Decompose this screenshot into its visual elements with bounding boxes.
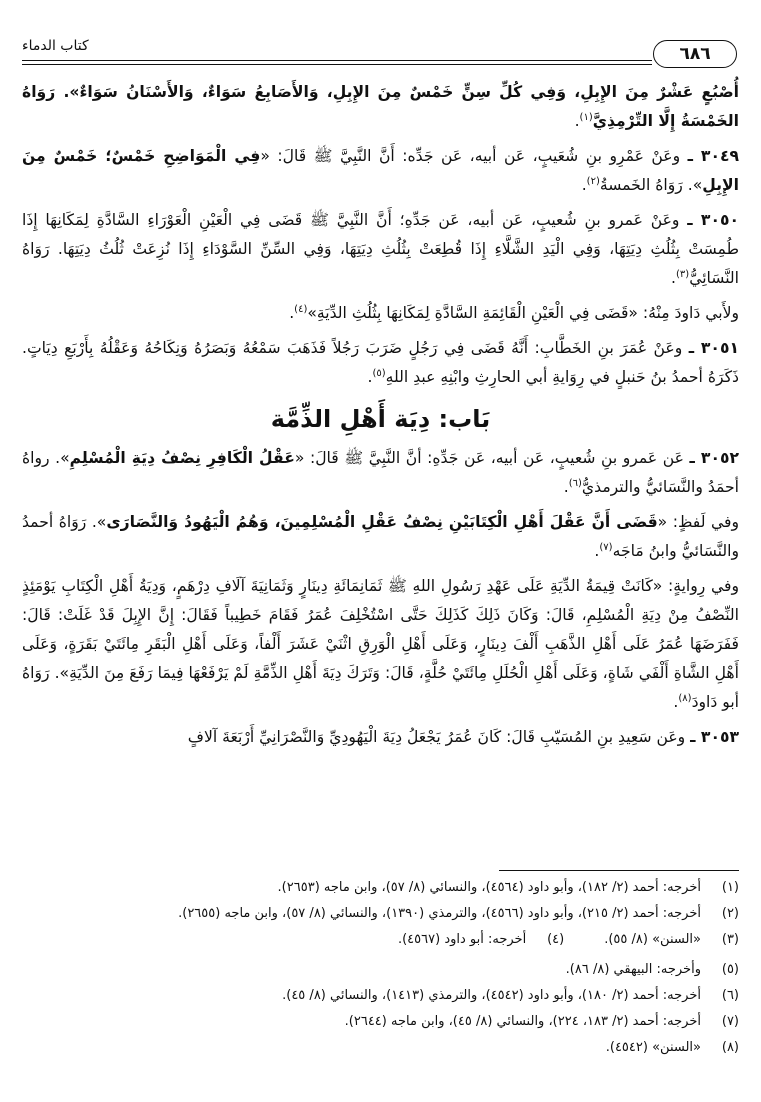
footnote-2 [22,903,739,925]
hadith-text: وعَنْ عَمْرِو بنِ شُعَيبٍ، عَن أبيه، عَن جَدِّه: أَنَّ النَّبِيَّ ﷺ قَالَ: « [260,147,681,165]
hadith-3052: ٣٠٥٢ ـ عَن عَمرو بنِ شُعيبٍ، عَن أبيه، عَن جَدِّهِ: أنَّ النَّبِيَّ ﷺ قَالَ: «عَقْلُ الْكَافِرِ نِصْفُ دِيَةِ الْمُسْلِمِ». رواهُ أحمَدُ والنَّسَائيُّ والترمذيُّ$^{(٦)}$. [22,449,739,496]
hadith-text: وفي رِوايةٍ: «كَانَتْ قِيمَةُ الدِّيَةِ عَلَى عَهْدِ رَسُولِ اللهِ ﷺ ثَمَانِمَائَةِ دِينَارٍ وَثَمَانِيَةَ آلَافِ دِرْهَمٍ، وَدِيَةُ أَهْلِ الْكِتَابِ يَوْمَئِذٍ النِّصْفُ مِنْ دِيَةِ الْمُسْلِمِ، قَالَ: وَكَانَ ذَلِكَ كَذَلِكَ حَتَّى اسْتُخْلِفَ عُمَرُ فَقَامَ خَطِيباً فَقَالَ: إِنَّ الإِبِلَ قَدْ غَلَتْ: قَالَ: فَفَرَضَهَا عُمَرُ عَلَى أَهْلِ الذَّهَبِ أَلْفَ دِينَارٍ، وَعَلَى أَهْلِ الْوَرِقِ اثْنَيْ عَشَرَ أَلْفاً، وَعَلَى أَهْلِ الْبَقَرِ مِائَتَيْ بَقَرَةٍ، وَعَلَى أَهْلِ الشَّاةِ أَلْفَي شَاةٍ، وَعَلَى أَهْلِ الْحُلَلِ مِائَتَيْ حُلَّةٍ، قَالَ: وَتَرَكَ دِيَةَ أَهْلِ الذِّمَّةِ لَمْ يَرْفَعْهَا فِيمَا رَفَعَ مِنَ الدِّيَةِ». رَوَاهُ أبو دَاودَ [22,577,739,711]
hadith-3053 [22,723,739,752]
hadith-3050-variant: ولأَبي دَاودَ مِنْهُ: «قَضَى فِي الْعَيْنِ الْقَائِمَةِ السَّادَّةِ لِمَكَانِهَا بِثُلُثِ الدِّيَةِ»$^{(٤)}$. [289,303,739,322]
footnote-marker: (٣) [676,268,690,280]
footnote-text: «السنن» (٨/ ٥٥). [604,932,701,947]
footnote-text: أخرجه: أبو داود (٤٥٦٧). [397,932,527,947]
footnote-number: (٤) [547,932,565,947]
footnote-3-4 [22,929,739,955]
footnote-marker: (٢) [586,175,600,187]
hadith-3051: ٣٠٥١ ـ وعَنْ عُمَرَ بنِ الخَطَّابِ: أَنَّهُ قَضَى فِي رَجُلٍ ضَرَبَ رَجُلاً فَذَهَبَ سَمْعُهُ وَبَصَرُهُ وَنِكَاحُهُ وَعَقْلُهُ بِأَرْبَعِ دِيَاتٍ. ذَكَرَهُ أحمدُ بنُ حَنبلٍ في رِوَايةِ أبي الحارِثِ وابْنِهِ عبدِ اللهِ$^{(٥)}$. [22,339,739,386]
hadith-attribution: ». رَوَاهُ أحمدُ والنَّسَائيُّ وابنُ مَاجَه [22,513,739,560]
footnote-7 [22,1011,739,1033]
hadith-quote: عَقْلُ الْكَافِرِ نِصْفُ دِيَةِ الْمُسْلِمِ [69,449,295,467]
hadith-text: وعَن سَعِيدِ بنِ المُسَيّبِ قَالَ: كَانَ عُمَرُ يَجْعَلُ دِيَةَ الْيَهُودِيِّ وَالنَّصْرَانِيِّ أَرْبَعَةَ آلافٍ [187,728,686,746]
hadith-3050: ٣٠٥٠ ـ وعَنْ عَمرو بنِ شُعيبٍ، عَن أبيه، عَن جَدِّهِ؛ أَنَّ النَّبِيَّ ﷺ قَضَى فِي الْعَيْنِ الْعَوْرَاءِ السَّادَّةِ لِمَكَانِهَا إِذَا طُمِسَتْ بِثُلُثِ دِيَتِهَا، وَفِي الْيَدِ الشَّلَّاءِ إِذَا قُطِعَتْ بِثُلُثِ دِيَتِهَا، وَفِي السِّنِّ السَّوْدَاءِ إِذَا نُزِعَتْ ثُلُثُ دِيَتِهَا. رَوَاهُ النَّسَائِيُّ$^{(٣)}$. [22,211,739,287]
footnote-5 [22,959,739,981]
paragraph-text: أُصْبُعٍ عَشْرٌ مِنَ الإِبِلِ، وَفِي كُلِّ سِنٍّ خَمْسٌ مِنَ الإِبِلِ، وَالأَصَابِعُ سَوَاءٌ، وَالأَسْنَانُ سَوَاءٌ». رَوَاهُ الخَمْسَةُ إِلَّا التِّرْمِذِيَّ [22,83,739,130]
footnotes [22,870,739,1063]
footnote-marker: (٨) [678,692,692,704]
footnote-text: أخرجه: أحمد (٢/ ١٨٣، ٢٢٤)، والنسائي (٨/ ٤٥)، وابن ماجه (٢٦٤٤). [344,1014,701,1029]
hadith-text: وعَنْ عُمَرَ بنِ الخَطَّابِ: أَنَّهُ قَضَى فِي رَجُلٍ ضَرَبَ رَجُلاً فَذَهَبَ سَمْعُهُ وَبَصَرُهُ وَنِكَاحُهُ وَعَقْلُهُ بِأَرْبَعِ دِيَاتٍ. ذَكَرَهُ أحمدُ بنُ حَنبلٍ في رِوَايةِ أبي الحارِثِ وابْنِهِ عبدِ اللهِ [22,339,739,386]
chapter-title: بَاب: دِيَة أَهْلِ الذِّمَّة [270,405,491,433]
hadith-number: ٣٠٤٩ ـ [687,147,739,165]
hadith-3052-riwaya: وفي رِوايةٍ: «كَانَتْ قِيمَةُ الدِّيَةِ عَلَى عَهْدِ رَسُولِ اللهِ ﷺ ثَمَانِمَائَةِ دِينَارٍ وَثَمَانِيَةَ آلَافِ دِرْهَمٍ، وَدِيَةُ أَهْلِ الْكِتَابِ يَوْمَئِذٍ النِّصْفُ مِنْ دِيَةِ الْمُسْلِمِ، قَالَ: وَكَانَ ذَلِكَ كَذَلِكَ حَتَّى اسْتُخْلِفَ عُمَرُ فَقَامَ خَطِيباً فَقَالَ: إِنَّ الإِبِلَ قَدْ غَلَتْ: قَالَ: فَفَرَضَهَا عُمَرُ عَلَى أَهْلِ الذَّهَبِ أَلْفَ دِينَارٍ، وَعَلَى أَهْلِ الْوَرِقِ اثْنَيْ عَشَرَ أَلْفاً، وَعَلَى أَهْلِ الْبَقَرِ مِائَتَيْ بَقَرَةٍ، وَعَلَى أَهْلِ الشَّاةِ أَلْفَي شَاةٍ، وَعَلَى أَهْلِ الْحُلَلِ مِائَتَيْ حُلَّةٍ، قَالَ: وَتَرَكَ دِيَةَ أَهْلِ الذِّمَّةِ لَمْ يَرْفَعْهَا فِيمَا رَفَعَ مِنَ الدِّيَةِ». رَوَاهُ أبو دَاودَ$^{(٨)}$. [22,577,739,711]
footnote-text: «السنن» (٤٥٤٢). [605,1040,701,1055]
page-header [22,34,737,70]
footnote-marker: (٧) [599,541,613,553]
footnote-text: وأخرجه: البيهقي (٨/ ٨٦). [565,962,701,977]
footnote-marker: (٦) [568,477,582,489]
footnote-number: (١) [721,880,739,895]
hadith-3049: ٣٠٤٩ ـ وعَنْ عَمْرِو بنِ شُعَيبٍ، عَن أبيه، عَن جَدِّه: أَنَّ النَّبِيَّ ﷺ قَالَ: «فِي الْمَوَاضِحِ خَمْسٌ؛ خَمْسٌ مِنَ الإِبِلِ». رَوَاهُ الخَمسةُ$^{(٢)}$. [22,147,739,194]
hadith-text: ولأَبي دَاودَ مِنْهُ: «قَضَى فِي الْعَيْنِ الْقَائِمَةِ السَّادَّةِ لِمَكَانِهَا بِثُلُثِ الدِّيَةِ» [307,304,739,322]
hadith-quote: فِي الْمَوَاضِحِ خَمْسٌ؛ خَمْسٌ مِنَ الإِبِلِ [22,147,739,194]
hadith-attribution: ». رَوَاهُ الخَمسةُ [599,176,703,194]
header-rule [22,60,652,61]
footnote-4 [398,929,564,951]
paragraph-continuation: أُصْبُعٍ عَشْرٌ مِنَ الإِبِلِ، وَفِي كُلِّ سِنٍّ خَمْسٌ مِنَ الإِبِلِ، وَالأَصَابِعُ سَوَاءٌ، وَالأَسْنَانُ سَوَاءٌ». رَوَاهُ الخَمْسَةُ إِلَّا التِّرْمِذِيَّ$^{(١)}$. [22,83,739,130]
footnote-1 [22,877,739,899]
hadith-text: وعَنْ عَمرو بنِ شُعيبٍ، عَن أبيه، عَن جَدِّهِ؛ أَنَّ النَّبِيَّ ﷺ قَضَى فِي الْعَيْنِ الْعَوْرَاءِ السَّادَّةِ لِمَكَانِهَا إِذَا طُمِسَتْ بِثُلُثِ دِيَتِهَا، وَفِي الْيَدِ الشَّلَّاءِ إِذَا قُطِعَتْ بِثُلُثِ دِيَتِهَا، وَفِي السِّنِّ السَّوْدَاءِ إِذَا نُزِعَتْ ثُلُثُ دِيَتِهَا. رَوَاهُ النَّسَائِيُّ [22,211,739,287]
hadith-text: وفي لَفظٍ: « [657,513,739,531]
hadith-quote: قَضَى أَنَّ عَقْلَ أَهْلِ الْكِتَابَيْنِ نِصْفُ عَقْلِ الْمُسْلِمِينَ، وَهُمُ الْيَهُودُ وَالنَّصَارَى [106,513,658,531]
footnote-3 [604,929,739,951]
footnote-marker: (٥) [372,367,386,379]
footnote-separator [499,870,739,871]
footnote-marker: (٤) [294,303,308,315]
hadith-number: ٣٠٥١ ـ [688,339,739,357]
footnote-marker: (١) [579,111,593,123]
footnote-8 [22,1037,739,1059]
header-rule-secondary [22,64,652,65]
book-title: كتاب الدماء [22,38,89,54]
footnote-number: (٧) [721,1014,739,1029]
page-number: ٦٨٦ [653,40,737,68]
hadith-number: ٣٠٥٢ ـ [689,449,739,467]
footnote-6 [22,985,739,1007]
footnote-number: (٢) [721,906,739,921]
footnote-number: (٥) [721,962,739,977]
footnote-number: (٣) [721,932,739,947]
hadith-3052-variant: وفي لَفظٍ: «قَضَى أَنَّ عَقْلَ أَهْلِ الْكِتَابَيْنِ نِصْفُ عَقْلِ الْمُسْلِمِينَ، وَهُمُ الْيَهُودُ وَالنَّصَارَى». رَوَاهُ أحمدُ والنَّسَائيُّ وابنُ مَاجَه$^{(٧)}$. [22,513,739,560]
footnote-text: أخرجه: أحمد (٢/ ٢١٥)، وأبو داود (٤٥٦٦)، والترمذي (١٣٩٠)، والنسائي (٨/ ٥٧)، وابن ماجه (٢٦٥٥). [178,906,701,921]
footnote-text: أخرجه: أحمد (٢/ ١٨٢)، وأبو داود (٤٥٦٤)، والنسائي (٨/ ٥٧)، وابن ماجه (٢٦٥٣). [277,880,701,895]
main-text [22,78,739,758]
footnote-text: أخرجه: أحمد (٢/ ١٨٠)، وأبو داود (٤٥٤٢)، والترمذي (١٤١٣)، والنسائي (٨/ ٤٥). [282,988,701,1003]
hadith-number: ٣٠٥٣ ـ [690,728,739,746]
hadith-attribution: ». رواهُ أحمَدُ والنَّسَائيُّ والترمذيُّ [22,449,739,496]
footnote-number: (٦) [721,988,739,1003]
footnote-number: (٨) [721,1040,739,1055]
hadith-number: ٣٠٥٠ ـ [687,211,739,229]
hadith-text: عَن عَمرو بنِ شُعيبٍ، عَن أبيه، عَن جَدِّهِ: أنَّ النَّبِيَّ ﷺ قَالَ: « [294,449,684,467]
